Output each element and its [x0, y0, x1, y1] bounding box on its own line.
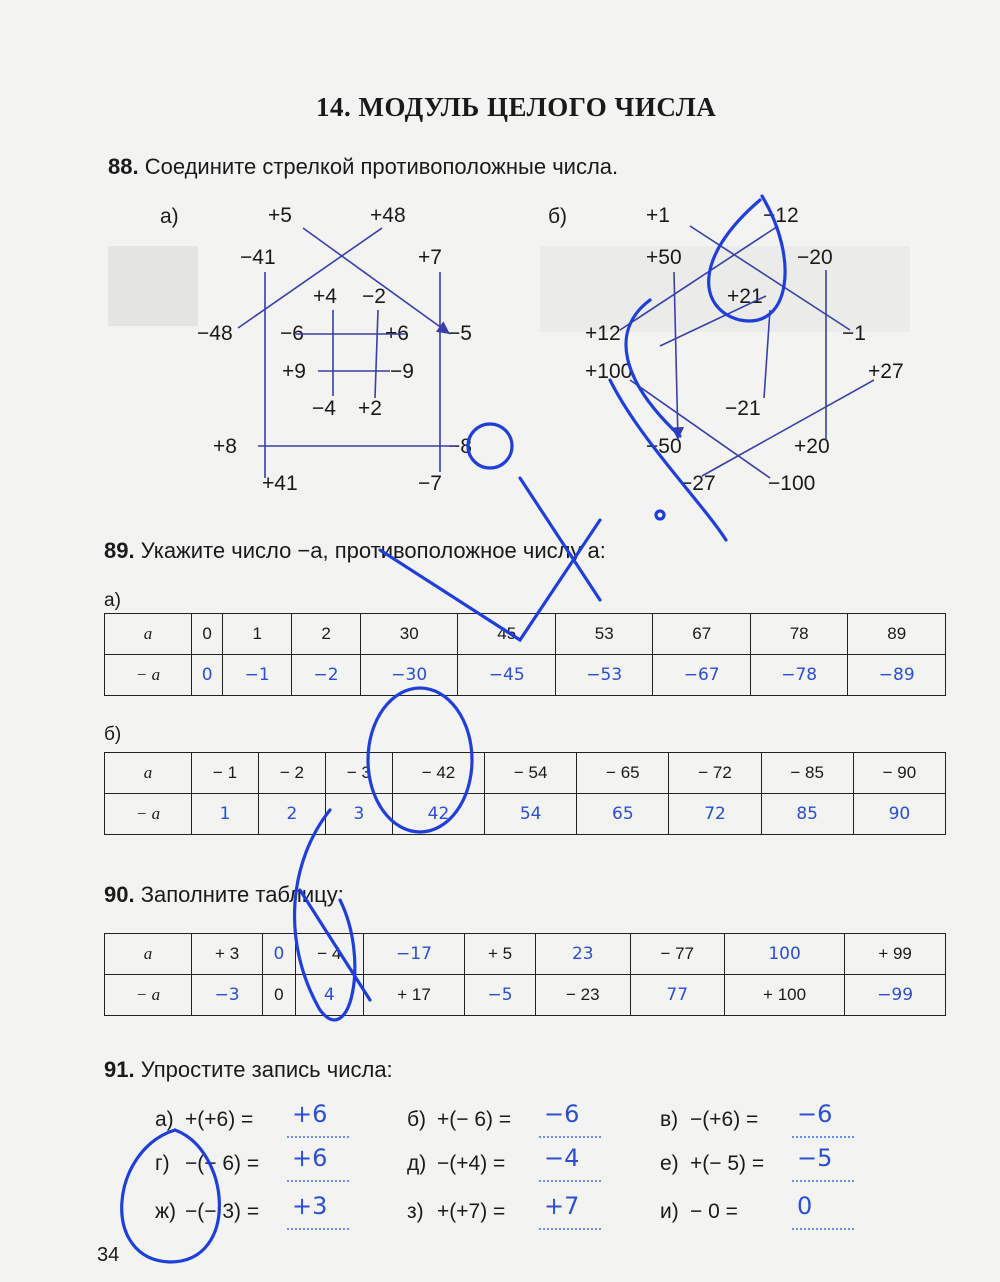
table-cell: − 3 [325, 753, 392, 794]
opposite-number: +9 [282, 360, 306, 383]
table-cell: 100 [724, 934, 844, 975]
opposite-number: −48 [197, 322, 233, 345]
table-cell: 53 [555, 614, 652, 655]
table-cell: 0 [263, 934, 295, 975]
arrow-line [375, 310, 378, 398]
handwritten-answer: 0 [797, 1192, 813, 1220]
opposite-number: −1 [842, 322, 866, 345]
exercise-expression: +(+6) = [185, 1108, 254, 1131]
opposite-number: −2 [362, 285, 386, 308]
table-cell: −17 [364, 934, 465, 975]
task-number: 88. [108, 154, 139, 179]
exercise-label: з) [407, 1200, 424, 1223]
table-cell: 45 [458, 614, 555, 655]
opposite-number: −9 [390, 360, 414, 383]
table-cell: + 5 [464, 934, 535, 975]
table-cell: −99 [845, 975, 946, 1016]
table-cell: −30 [361, 655, 458, 696]
connection-lines-b [620, 226, 874, 478]
table-cell: − 65 [577, 753, 669, 794]
opposite-number: −5 [448, 322, 472, 345]
opposite-number: +27 [868, 360, 904, 383]
opposite-number: −20 [797, 246, 833, 269]
opposite-number: −21 [725, 397, 761, 420]
table-cell: 1 [223, 614, 292, 655]
table-cell: − 42 [392, 753, 484, 794]
table-cell: 72 [669, 794, 761, 835]
opposite-number: +4 [313, 285, 337, 308]
table-cell: − 72 [669, 753, 761, 794]
row-header: a [105, 614, 192, 655]
handwritten-answer: +6 [292, 1144, 328, 1172]
task-text: Упростите запись числа: [140, 1057, 393, 1082]
row-header: a [105, 753, 192, 794]
table-cell: −89 [848, 655, 946, 696]
opposite-number: +48 [370, 204, 406, 227]
opposite-number: +5 [268, 204, 292, 227]
exercise-label: б) [407, 1108, 427, 1131]
table-cell: − 2 [258, 753, 325, 794]
table-cell: 65 [577, 794, 669, 835]
opposite-number: −27 [680, 472, 716, 495]
opposite-number: −6 [280, 322, 304, 345]
task-number: 90. [104, 882, 135, 907]
opposite-number: +2 [358, 397, 382, 420]
scribble [300, 890, 370, 1000]
row-header: − a [105, 794, 192, 835]
scribble [709, 196, 785, 321]
arrow-line [764, 310, 770, 398]
scribble-ellipse [368, 688, 472, 832]
table-cell: 89 [848, 614, 946, 655]
handwritten-answer: +6 [292, 1100, 328, 1128]
scribble-dot [656, 511, 664, 519]
handwritten-answer: +7 [544, 1192, 580, 1220]
scribble [380, 520, 600, 640]
table-cell: 0 [192, 655, 223, 696]
opposite-number: −41 [240, 246, 276, 269]
exercise-label: а) [155, 1108, 174, 1131]
opposite-number: +50 [646, 246, 682, 269]
table-cell: −45 [458, 655, 555, 696]
opposite-number: −12 [763, 204, 799, 227]
table-cell: 0 [263, 975, 295, 1016]
table-b-label: б) [104, 724, 122, 745]
opposite-number: +20 [794, 435, 830, 458]
table-cell: −67 [653, 655, 750, 696]
scribble [610, 380, 726, 540]
opposite-number: −4 [312, 397, 336, 420]
handwritten-answer: −4 [544, 1144, 580, 1172]
table-cell: 0 [192, 614, 223, 655]
opposite-number: −7 [418, 472, 442, 495]
table-cell: − 1 [192, 753, 259, 794]
table-cell: − 4 [295, 934, 364, 975]
task-number: 91. [104, 1057, 135, 1082]
task-text: Укажите число −a, противоположное числу a: [140, 538, 606, 563]
handwritten-answer: −6 [544, 1100, 580, 1128]
table-cell: 77 [630, 975, 724, 1016]
table-cell: 54 [485, 794, 577, 835]
table-cell: − 90 [853, 753, 945, 794]
table-cell: 4 [295, 975, 364, 1016]
handwritten-answer: −6 [797, 1100, 833, 1128]
opposite-number: +8 [213, 435, 237, 458]
row-header: − a [105, 975, 192, 1016]
scribble-circle [468, 424, 512, 468]
table-cell: −53 [555, 655, 652, 696]
exercise-expression: +(− 5) = [690, 1152, 765, 1175]
table-cell: 23 [536, 934, 630, 975]
exercise-expression: −(− 3) = [185, 1200, 260, 1223]
section-title: 14. МОДУЛЬ ЦЕЛОГО ЧИСЛА [316, 92, 717, 122]
exercise-label: в) [660, 1108, 679, 1131]
table-a-label: а) [104, 590, 121, 611]
table-cell: −1 [223, 655, 292, 696]
connection-lines-a [238, 228, 456, 478]
part-b-label: б) [548, 205, 568, 228]
part-a-label: а) [160, 205, 179, 228]
task-text: Заполните таблицу: [140, 882, 344, 907]
exercise-label: д) [407, 1152, 427, 1175]
opposite-number: −100 [768, 472, 816, 495]
exercise-expression: +(+7) = [437, 1200, 506, 1223]
table-cell: + 17 [364, 975, 465, 1016]
task-number: 89. [104, 538, 135, 563]
table-cell: −5 [464, 975, 535, 1016]
row-header: − a [105, 655, 192, 696]
table-cell: −3 [192, 975, 263, 1016]
opposite-number: +100 [585, 360, 633, 383]
task-text: Соедините стрелкой противоположные числа. [144, 154, 619, 179]
exercise-expression: −(+4) = [437, 1152, 506, 1175]
arrow-line [630, 380, 770, 478]
table-cell: 42 [392, 794, 484, 835]
table-cell: − 85 [761, 753, 853, 794]
table-cell: + 100 [724, 975, 844, 1016]
table-cell: − 23 [536, 975, 630, 1016]
arrow-line [303, 228, 450, 334]
table-cell: 1 [192, 794, 259, 835]
opposite-number: −8 [448, 435, 472, 458]
scribble [295, 810, 355, 1020]
table-cell: 3 [325, 794, 392, 835]
opposite-number: +21 [727, 285, 763, 308]
handwritten-answer: −5 [797, 1144, 833, 1172]
arrow-line [238, 228, 382, 328]
table-cell: − 54 [485, 753, 577, 794]
exercise-expression: −(+6) = [690, 1108, 759, 1131]
table-cell: −78 [750, 655, 847, 696]
arrow-line [702, 380, 874, 476]
scribble [122, 1130, 220, 1262]
exercise-label: ж) [155, 1200, 177, 1223]
opposite-number: +7 [418, 246, 442, 269]
handwritten-answer: +3 [292, 1192, 328, 1220]
pen-scribbles [122, 196, 785, 1262]
exercise-label: и) [660, 1200, 679, 1223]
exercise-expression: +(− 6) = [437, 1108, 512, 1131]
opposite-number: +12 [585, 322, 621, 345]
page-number: 34 [97, 1244, 120, 1266]
exercise-label: г) [155, 1152, 170, 1175]
opposite-number: −50 [646, 435, 682, 458]
table-cell: 2 [292, 614, 361, 655]
opposite-number: +6 [385, 322, 409, 345]
table-cell: − 77 [630, 934, 724, 975]
table-cell: 67 [653, 614, 750, 655]
arrow-line [620, 226, 778, 330]
table-cell: 2 [258, 794, 325, 835]
table-cell: + 99 [845, 934, 946, 975]
exercise-label: е) [660, 1152, 679, 1175]
opposite-number: +41 [262, 472, 298, 495]
table-cell: −2 [292, 655, 361, 696]
table-cell: 90 [853, 794, 945, 835]
row-header: a [105, 934, 192, 975]
table-cell: + 3 [192, 934, 263, 975]
opposite-number: +1 [646, 204, 670, 227]
table-cell: 30 [361, 614, 458, 655]
table-cell: 78 [750, 614, 847, 655]
arrow-line [674, 272, 678, 440]
exercise-expression: − 0 = [690, 1200, 738, 1223]
exercise-expression: −(− 6) = [185, 1152, 260, 1175]
table-cell: 85 [761, 794, 853, 835]
